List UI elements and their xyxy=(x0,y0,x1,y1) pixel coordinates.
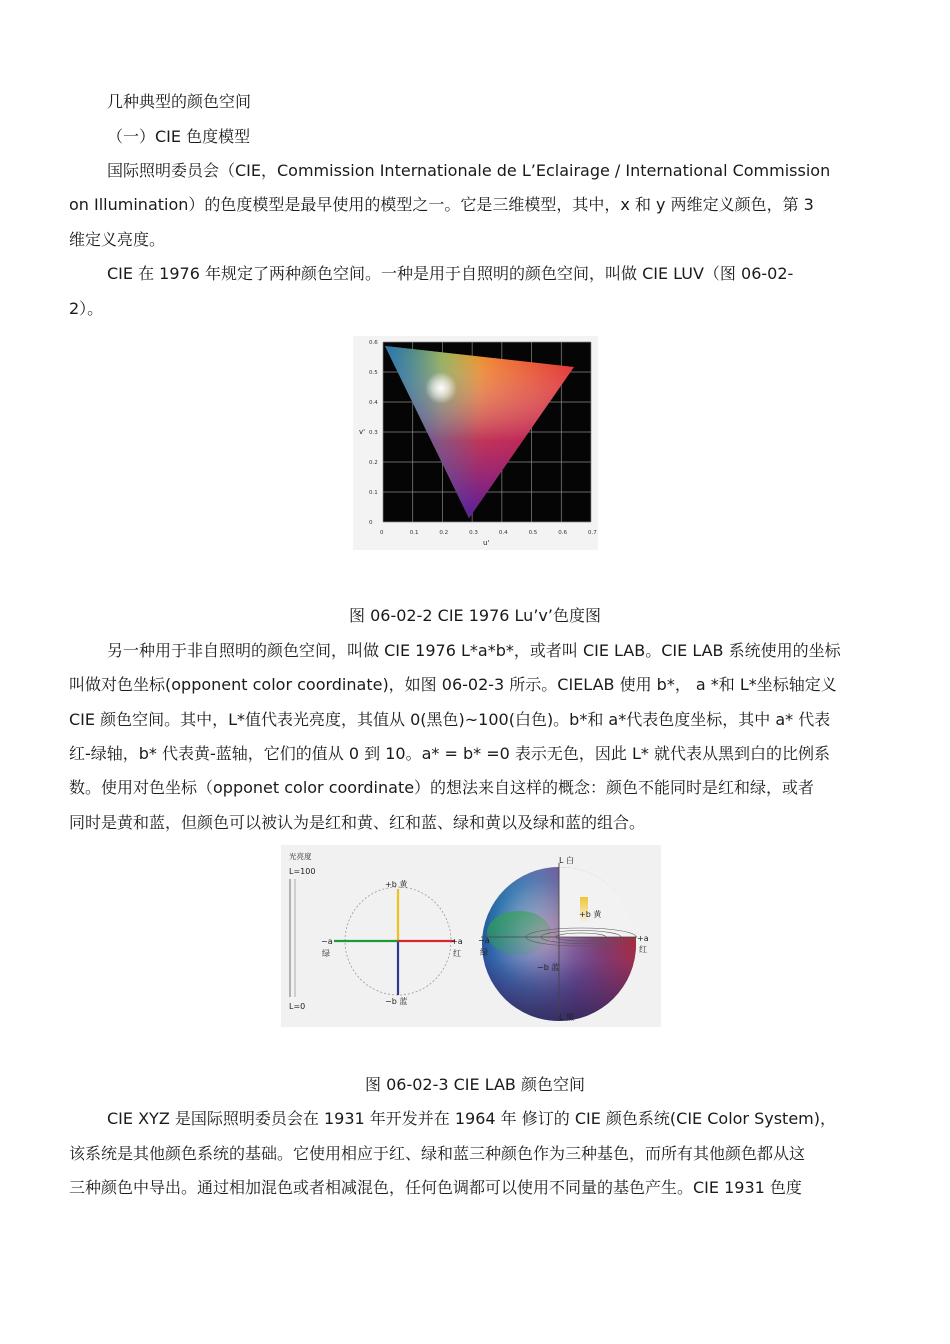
x-tick-label: 0.6 xyxy=(558,530,568,536)
x-tick-label: 0.5 xyxy=(528,530,538,536)
paragraph-2-line-2: 2）。 xyxy=(69,299,104,318)
y-tick-label: 0.5 xyxy=(369,370,378,376)
y-tick-label: 0.6 xyxy=(369,340,378,346)
luminance-max-label: L=100 xyxy=(289,867,316,876)
paragraph-3-line-5: 数。使用对色坐标（opponet color coordinate）的想法来自这样的概念：颜色不能同时是红和绿，或者 xyxy=(69,778,815,797)
paragraph-3-line-3: CIE 颜色空间。其中，L*值代表光亮度，其值从 0(黑色)~100(白色)。b*和 a*代表色度坐标，其中 a* 代表 xyxy=(69,710,831,729)
paragraph-4-line-1: CIE XYZ 是国际照明委员会在 1931 年开发并在 1964 年 修订的 CIE 颜色系统(CIE Color System)， xyxy=(107,1109,837,1128)
cie-lab-figure xyxy=(281,845,661,1027)
paragraph-4-line-3: 三种颜色中导出。通过相加混色或者相减混色，任何色调都可以使用不同量的基色产生。CIE 1931 色度 xyxy=(69,1178,802,1197)
figure-2-caption: 图 06-02-3 CIE LAB 颜色空间 xyxy=(365,1075,585,1094)
plus-a-label: +a xyxy=(451,937,463,946)
paragraph-1-line-2: on Illumination）的色度模型是最早使用的模型之一。它是三维模型，其中，x 和 y 两维定义颜色，第 3 xyxy=(69,195,814,214)
paragraph-2-line-1: CIE 在 1976 年规定了两种颜色空间。一种是用于自照明的颜色空间，叫做 CIE LUV（图 06-02- xyxy=(107,264,794,283)
x-tick-label: 0.7 xyxy=(588,530,597,536)
solid-plus-a-label: +a xyxy=(637,934,649,943)
x-tick-label: 0 xyxy=(380,530,384,536)
x-axis-label: u' xyxy=(483,539,490,547)
paragraph-1-line-3: 维定义亮度。 xyxy=(69,230,166,249)
x-tick-label: 0.2 xyxy=(439,530,449,536)
x-tick-label: 0.4 xyxy=(498,530,508,536)
x-tick-label: 0.3 xyxy=(469,530,478,536)
y-axis-label: v' xyxy=(359,428,366,436)
paragraph-3-line-1: 另一种用于非自照明的颜色空间，叫做 CIE 1976 L*a*b*，或者叫 CIE LAB。CIE LAB 系统使用的坐标 xyxy=(107,641,841,660)
plus-a-name: 红 xyxy=(453,949,461,958)
paragraph-1-line-1: 国际照明委员会（CIE，Commission Internationale de L’Eclairage / International Commission xyxy=(107,161,831,180)
y-tick-label: 0.3 xyxy=(369,430,378,436)
cie-luv-chart xyxy=(353,336,598,550)
cie-lab-diagram xyxy=(281,845,661,1027)
plus-b-label: +b 黄 xyxy=(385,880,408,889)
y-tick-label: 0.1 xyxy=(369,490,378,496)
solid-plus-b-label: +b 黄 xyxy=(579,910,602,919)
l-white-label: L 白 xyxy=(559,856,574,865)
cie-luv-chromaticity-figure xyxy=(353,336,598,550)
paragraph-3-line-6: 同时是黄和蓝，但颜色可以被认为是红和黄、红和蓝、绿和黄以及绿和蓝的组合。 xyxy=(69,813,646,832)
luminance-title: 光亮度 xyxy=(289,852,312,861)
solid-plus-a-name: 红 xyxy=(639,945,647,954)
y-tick-label: 0.4 xyxy=(369,400,378,406)
y-tick-label: 0 xyxy=(369,520,373,526)
section-title: （一）CIE 色度模型 xyxy=(107,127,251,146)
solid-minus-a-label: −a xyxy=(478,936,490,945)
heading: 几种典型的颜色空间 xyxy=(107,92,252,111)
paragraph-4-line-2: 该系统是其他颜色系统的基础。它使用相应于红、绿和蓝三种颜色作为三种基色，而所有其他颜色都从这 xyxy=(69,1144,806,1163)
minus-b-label: −b 蓝 xyxy=(385,997,408,1006)
figure-1-caption: 图 06-02-2 CIE 1976 Lu’v’色度图 xyxy=(349,606,601,625)
x-tick-label: 0.1 xyxy=(409,530,419,536)
luminance-min-label: L=0 xyxy=(289,1002,306,1011)
l-black-label: L 黑 xyxy=(559,1013,574,1022)
solid-minus-b-label: −b 蓝 xyxy=(537,963,560,972)
minus-a-name: 绿 xyxy=(322,949,330,958)
paragraph-3-line-4: 红-绿轴，b* 代表黄-蓝轴，它们的值从 0 到 10。a* = b* =0 表示无色，因此 L* 就代表从黑到白的比例系 xyxy=(69,744,830,763)
minus-a-label: −a xyxy=(321,937,333,946)
paragraph-3-line-2: 叫做对色坐标(opponent color coordinate)，如图 06-02-3 所示。CIELAB 使用 b*， a *和 L*坐标轴定义 xyxy=(69,675,837,694)
y-tick-label: 0.2 xyxy=(369,460,378,466)
solid-minus-a-name: 绿 xyxy=(480,948,488,957)
